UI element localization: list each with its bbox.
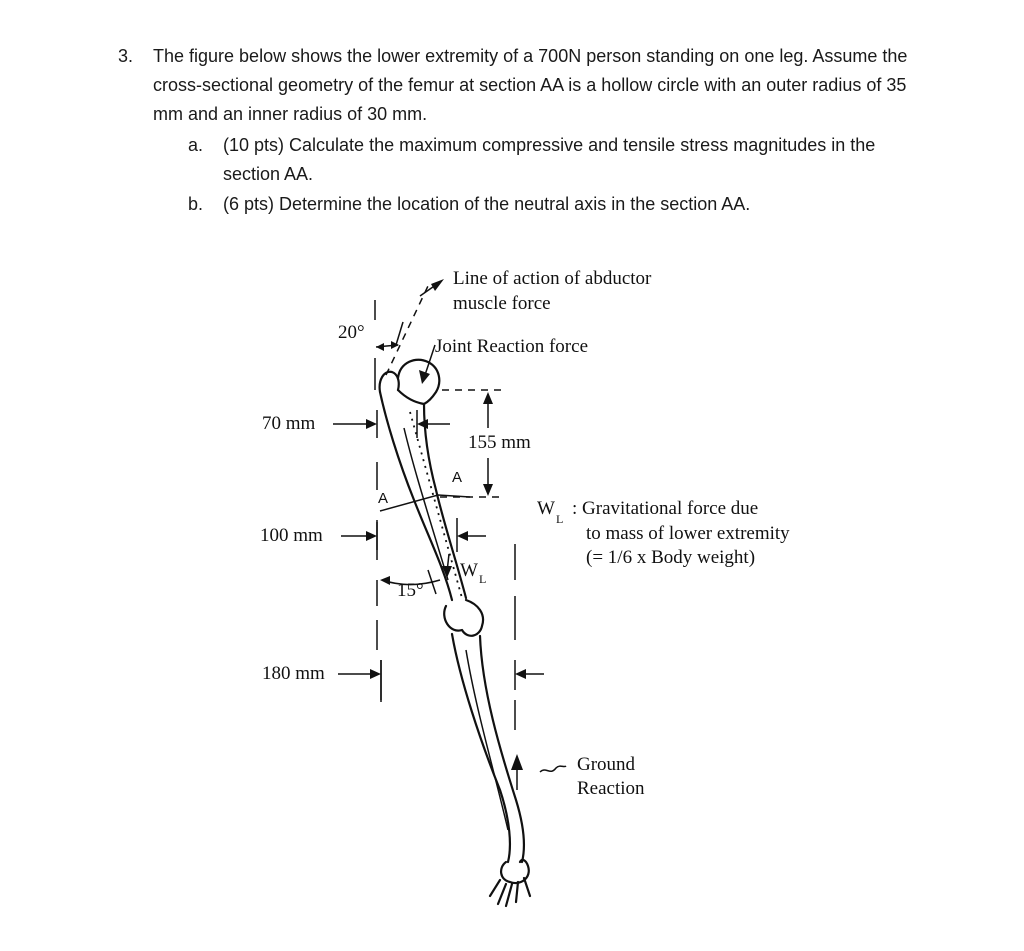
question-line-1: The figure below shows the lower extremity of a 700N person standing on one leg. Assume the: [153, 46, 908, 66]
dim-70-right-arrowhead: [417, 419, 428, 429]
dim-100-right-arrowhead: [457, 531, 468, 541]
tibia-inner-line: [466, 650, 508, 830]
joint-reaction-label: Joint Reaction force: [435, 336, 589, 357]
knee-condyles: [444, 600, 483, 636]
femur-shaft-lateral: [380, 392, 452, 600]
ground-label-line-2: Reaction: [577, 778, 645, 799]
section-a-left-label: A: [378, 490, 389, 507]
angle-20-arc: [376, 345, 398, 347]
question-line-2: cross-sectional geometry of the femur at section AA is a hollow circle with an outer radius of 35: [153, 75, 907, 95]
ground-label-squiggle: [540, 766, 566, 772]
femur-neck: [398, 390, 424, 404]
dim-70-arrowhead: [366, 419, 377, 429]
femur-greater-trochanter: [380, 372, 399, 392]
dim-155-upper-arrowhead: [483, 392, 493, 404]
part-a-letter: a.: [188, 135, 204, 155]
dim-180-right-arrowhead: [515, 669, 526, 679]
wl-legend-sub: L: [556, 512, 564, 526]
femur-axis: [410, 412, 462, 598]
angle-20-arrow-left: [376, 343, 384, 351]
angle-15-arrowhead: [380, 576, 390, 585]
tibia-medial: [480, 636, 524, 862]
femur-inner-line: [404, 428, 448, 580]
ground-label-line-1: Ground: [577, 754, 636, 775]
dim-155-lower-arrowhead: [483, 484, 493, 496]
wl-arrowhead: [442, 566, 452, 578]
angle-15-tick: [428, 570, 436, 594]
angle-15-arc: [382, 580, 440, 585]
wl-small-sub: L: [479, 572, 487, 586]
wl-desc-line-3: (= 1/6 x Body weight): [586, 547, 756, 568]
angle-15-label: 15°: [397, 580, 424, 601]
part-a-line-2: section AA.: [223, 164, 314, 184]
angle-20-arrow-right: [391, 341, 399, 349]
abductor-line-of-action: [386, 286, 428, 375]
dim-100-arrowhead: [366, 531, 377, 541]
wl-small-label: W: [460, 560, 478, 581]
femur-head: [398, 360, 439, 404]
section-aa-line: [380, 495, 470, 511]
abductor-arrow-shaft: [420, 282, 440, 296]
joint-reaction-arrowhead: [419, 370, 430, 384]
joint-reaction-shaft: [424, 345, 435, 378]
abductor-arrowhead: [431, 279, 444, 291]
wl-arrow-shaft: [447, 554, 449, 572]
dim-100-label: 100 mm: [260, 525, 323, 546]
dim-180-label: 180 mm: [262, 663, 325, 684]
abductor-label-line-2: muscle force: [453, 293, 551, 314]
wl-desc-line-2: to mass of lower extremity: [586, 523, 790, 544]
femur-shaft-medial: [424, 404, 466, 598]
tibia-lateral: [452, 634, 510, 862]
question-line-3: mm and an inner radius of 30 mm.: [153, 104, 428, 124]
dim-180-arrowhead: [370, 669, 381, 679]
ankle: [501, 860, 529, 883]
dim-155-label: 155 mm: [468, 432, 531, 453]
part-a-line-1: (10 pts) Calculate the maximum compressive and tensile stress magnitudes in the: [223, 135, 876, 155]
angle-20-tick: [396, 322, 403, 345]
dim-70-label: 70 mm: [262, 413, 316, 434]
question-number: 3.: [118, 46, 134, 66]
ground-reaction-arrowhead: [511, 754, 523, 770]
wl-legend-symbol: W: [537, 498, 555, 519]
part-b-line-1: (6 pts) Determine the location of the neutral axis in the section AA.: [223, 194, 751, 214]
abductor-label-line-1: Line of action of abductor: [453, 268, 652, 289]
angle-20-label: 20°: [338, 322, 365, 343]
foot: [490, 878, 530, 906]
part-b-letter: b.: [188, 194, 204, 214]
section-a-right-label: A: [452, 469, 463, 486]
wl-desc-line-1: : Gravitational force due: [572, 498, 759, 519]
